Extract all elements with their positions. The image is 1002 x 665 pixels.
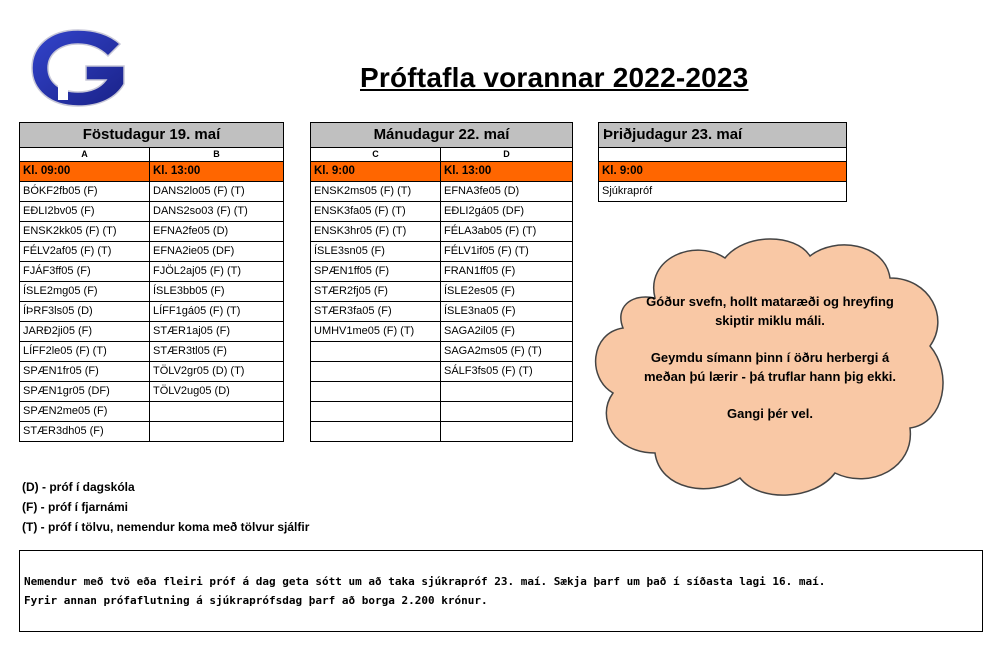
time-cell: Kl. 9:00 xyxy=(599,162,847,182)
school-logo xyxy=(28,28,128,108)
table-cell: TÖLV2gr05 (D) (T) xyxy=(150,362,284,382)
day-header: Föstudagur 19. maí xyxy=(20,123,284,148)
table-cell: SPÆN1fr05 (F) xyxy=(20,362,150,382)
table-cell: BÓKF2fb05 (F) xyxy=(20,182,150,202)
table-cell: FJÖL2aj05 (F) (T) xyxy=(150,262,284,282)
cloud-text xyxy=(630,292,910,441)
notice-box xyxy=(19,550,983,632)
table-cell: EFNA2ie05 (DF) xyxy=(150,242,284,262)
table-cell xyxy=(441,422,573,442)
table-cell xyxy=(441,382,573,402)
table-row xyxy=(20,402,284,422)
column-label: A xyxy=(20,148,150,162)
table-cell xyxy=(311,342,441,362)
table-cell: FJÁF3ff05 (F) xyxy=(20,262,150,282)
notice-line: Fyrir annan prófaflutning á sjúkraprófsdag þarf að borga 2.200 krónur. xyxy=(24,594,488,607)
table-cell: ENSK2kk05 (F) (T) xyxy=(20,222,150,242)
table-row xyxy=(311,422,573,442)
table-cell xyxy=(441,402,573,422)
table-row xyxy=(311,222,573,242)
table-cell: STÆR2fj05 (F) xyxy=(311,282,441,302)
table-cell: SÁLF3fs05 (F) (T) xyxy=(441,362,573,382)
table-cell xyxy=(311,382,441,402)
table-row xyxy=(20,382,284,402)
table-cell: Sjúkrapróf xyxy=(599,182,847,202)
legend-item-f: (F) - próf í fjarnámi xyxy=(22,500,128,514)
column-label xyxy=(599,148,847,162)
table-cell: LÍFF2le05 (F) (T) xyxy=(20,342,150,362)
day-header: Þriðjudagur 23. maí xyxy=(599,123,847,148)
table-row xyxy=(311,202,573,222)
table-row xyxy=(311,182,573,202)
table-cell: JARÐ2ji05 (F) xyxy=(20,322,150,342)
table-cell xyxy=(150,402,284,422)
table-row xyxy=(20,322,284,342)
table-cell: DANS2so03 (F) (T) xyxy=(150,202,284,222)
table-cell: ÍSLE3sn05 (F) xyxy=(311,242,441,262)
table-cell: SPÆN1ff05 (F) xyxy=(311,262,441,282)
table-cell: ÍSLE3na05 (F) xyxy=(441,302,573,322)
schedule-table-monday xyxy=(310,122,573,442)
table-cell: EFNA3fe05 (D) xyxy=(441,182,573,202)
table-cell xyxy=(311,422,441,442)
table-row xyxy=(20,202,284,222)
table-row xyxy=(20,242,284,262)
page-title: Próftafla vorannar 2022-2023 xyxy=(360,62,749,93)
table-row xyxy=(311,242,573,262)
table-cell: FÉLA3ab05 (F) (T) xyxy=(441,222,573,242)
table-cell: ÍSLE2mg05 (F) xyxy=(20,282,150,302)
table-row xyxy=(20,342,284,362)
table-cell: SPÆN1gr05 (DF) xyxy=(20,382,150,402)
time-cell: Kl. 9:00 xyxy=(311,162,441,182)
table-cell: EÐLI2gá05 (DF) xyxy=(441,202,573,222)
table-row xyxy=(311,382,573,402)
table-row xyxy=(311,342,573,362)
day-header: Mánudagur 22. maí xyxy=(311,123,573,148)
table-cell: ENSK3hr05 (F) (T) xyxy=(311,222,441,242)
cloud-line: Geymdu símann þinn í öðru herbergi á meðan þú lærir - þá truflar hann þig ekki. xyxy=(643,350,897,384)
table-row xyxy=(20,362,284,382)
table-cell: SAGA2ms05 (F) (T) xyxy=(441,342,573,362)
legend-item-t: (T) - próf í tölvu, nemendur koma með tölvur sjálfir xyxy=(22,520,310,534)
table-cell: EFNA2fe05 (D) xyxy=(150,222,284,242)
table-row xyxy=(20,302,284,322)
table-cell: STÆR3dh05 (F) xyxy=(20,422,150,442)
table-row xyxy=(311,262,573,282)
legend-item-d: (D) - próf í dagskóla xyxy=(22,480,135,494)
table-cell xyxy=(150,422,284,442)
table-cell xyxy=(311,402,441,422)
table-cell: ÍÞRF3ls05 (D) xyxy=(20,302,150,322)
table-row xyxy=(20,282,284,302)
table-cell: SPÆN2me05 (F) xyxy=(20,402,150,422)
table-cell: LÍFF1gá05 (F) (T) xyxy=(150,302,284,322)
column-label: D xyxy=(441,148,573,162)
table-row xyxy=(20,422,284,442)
time-cell: Kl. 13:00 xyxy=(441,162,573,182)
table-cell: STÆR3tl05 (F) xyxy=(150,342,284,362)
table-cell: ÍSLE3bb05 (F) xyxy=(150,282,284,302)
table-cell: STÆR1aj05 (F) xyxy=(150,322,284,342)
table-row xyxy=(311,282,573,302)
legend xyxy=(22,477,309,537)
table-cell: ENSK3fa05 (F) (T) xyxy=(311,202,441,222)
table-row xyxy=(311,402,573,422)
table-row xyxy=(311,362,573,382)
table-cell: SAGA2il05 (F) xyxy=(441,322,573,342)
table-cell: FÉLV1if05 (F) (T) xyxy=(441,242,573,262)
cloud-line: Góður svefn, hollt mataræði og hreyfing skiptir miklu máli. xyxy=(646,294,894,328)
cloud-line: Gangi þér vel. xyxy=(727,406,813,421)
table-cell xyxy=(311,362,441,382)
table-cell: FÉLV2af05 (F) (T) xyxy=(20,242,150,262)
table-cell: FRAN1ff05 (F) xyxy=(441,262,573,282)
time-cell: Kl. 09:00 xyxy=(20,162,150,182)
table-cell: ENSK2ms05 (F) (T) xyxy=(311,182,441,202)
table-row xyxy=(20,262,284,282)
table-cell: ÍSLE2es05 (F) xyxy=(441,282,573,302)
table-cell: EÐLI2bv05 (F) xyxy=(20,202,150,222)
table-cell: TÖLV2ug05 (D) xyxy=(150,382,284,402)
column-label: C xyxy=(311,148,441,162)
table-row xyxy=(20,182,284,202)
table-row xyxy=(311,322,573,342)
schedule-table-tuesday xyxy=(598,122,847,202)
table-cell: UMHV1me05 (F) (T) xyxy=(311,322,441,342)
notice-line: Nemendur með tvö eða fleiri próf á dag geta sótt um að taka sjúkrapróf 23. maí. Sækja þarf um það í síðasta lagi 16. maí. xyxy=(24,575,826,588)
table-row xyxy=(311,302,573,322)
column-label: B xyxy=(150,148,284,162)
time-cell: Kl. 13:00 xyxy=(150,162,284,182)
table-cell: STÆR3fa05 (F) xyxy=(311,302,441,322)
table-cell: DANS2lo05 (F) (T) xyxy=(150,182,284,202)
schedule-table-friday xyxy=(19,122,284,442)
table-row xyxy=(20,222,284,242)
